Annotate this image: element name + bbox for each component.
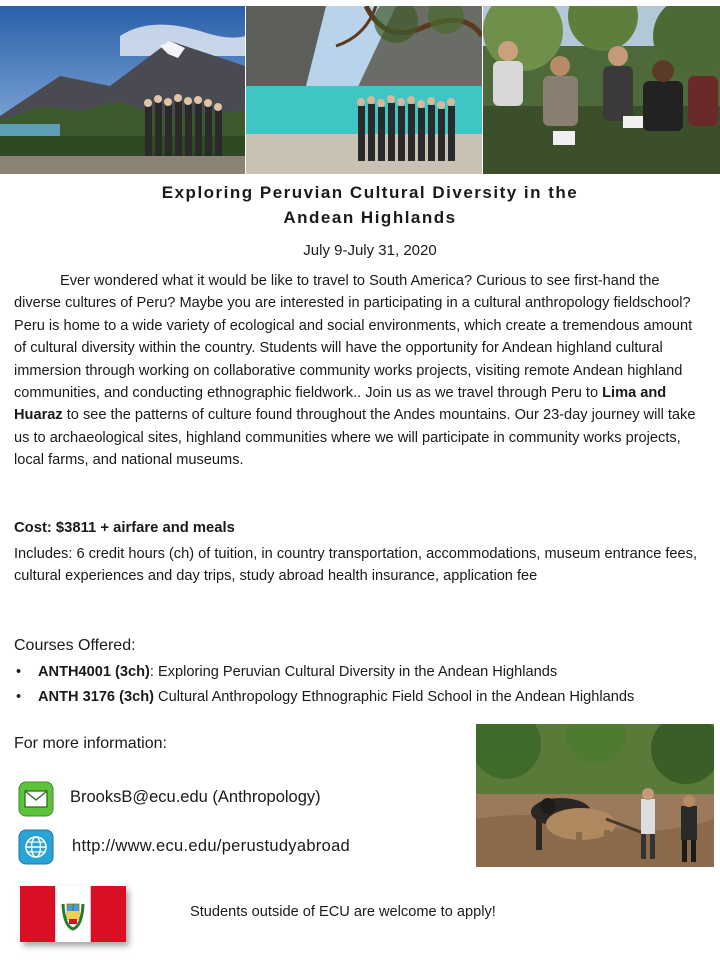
outdoor-class-photo — [483, 6, 720, 174]
course-item — [16, 686, 676, 708]
mountain-lake-group-photo — [0, 6, 245, 174]
title-line-2: Andean Highlands — [283, 208, 457, 227]
course-description: : Exploring Peruvian Cultural Diversity in the Andean Highlands — [149, 664, 558, 680]
program-dates: July 9-July 31, 2020 — [303, 242, 437, 259]
bullet-icon: • — [16, 689, 22, 705]
title-line-1: Exploring Peruvian Cultural Diversity in the — [161, 183, 579, 202]
bullet-icon: • — [16, 664, 22, 680]
page-title — [0, 180, 720, 230]
courses-heading: Courses Offered: — [14, 637, 136, 654]
destinations-highlight: Lima and Huaraz — [14, 385, 667, 424]
course-description: Cultural Anthropology Ethnographic Field School in the Andean Highlands — [153, 689, 635, 705]
oxen-plowing-photo — [476, 724, 714, 867]
peru-flag-icon — [20, 886, 126, 942]
intro-text-part1: Ever wondered what it would be like to travel to South America? Curious to see first-hand the diverse cultures of Peru? Maybe you are interested in participating in a cultural anthropology fieldschool? Peru is home to a wide variety of ecological and social environments, which create a tremendous amount of cultural diversity within the country. Students will have the opportunity for Andean highland cultural immersion through working on collaborative community works projects, visiting remote Andean highland communities, and conducting ethnographic fieldwork.. Join us as we travel through Peru to — [14, 273, 693, 402]
course-item — [16, 661, 676, 683]
course-code: ANTH 3176 (3ch) — [38, 689, 154, 705]
welcome-note: Students outside of ECU are welcome to apply! — [190, 904, 496, 920]
website-link[interactable]: http://www.ecu.edu/perustudyabroad — [72, 837, 351, 855]
more-info-heading: For more information: — [14, 735, 167, 752]
globe-icon — [18, 829, 54, 865]
course-code: ANTH4001 (3ch) — [38, 664, 150, 680]
cost-heading: Cost: $3811 + airfare and meals — [14, 520, 235, 536]
intro-text-part2: to see the patterns of culture found throughout the Andes mountains. Our 23-day journey will take us to archaeological sites, highland communities where we will participate in community works projects, local farms, and national museums. — [14, 407, 696, 469]
turquoise-lagoon-group-photo — [246, 6, 482, 174]
intro-paragraph — [14, 270, 707, 472]
email-link[interactable]: BrooksB@ecu.edu (Anthropology) — [70, 788, 321, 806]
envelope-icon — [18, 781, 54, 817]
cost-includes: Includes: 6 credit hours (ch) of tuition, in country transportation, accommodations, museum entrance fees, cultural experiences and day trips, study abroad health insurance, application fee — [14, 546, 697, 585]
